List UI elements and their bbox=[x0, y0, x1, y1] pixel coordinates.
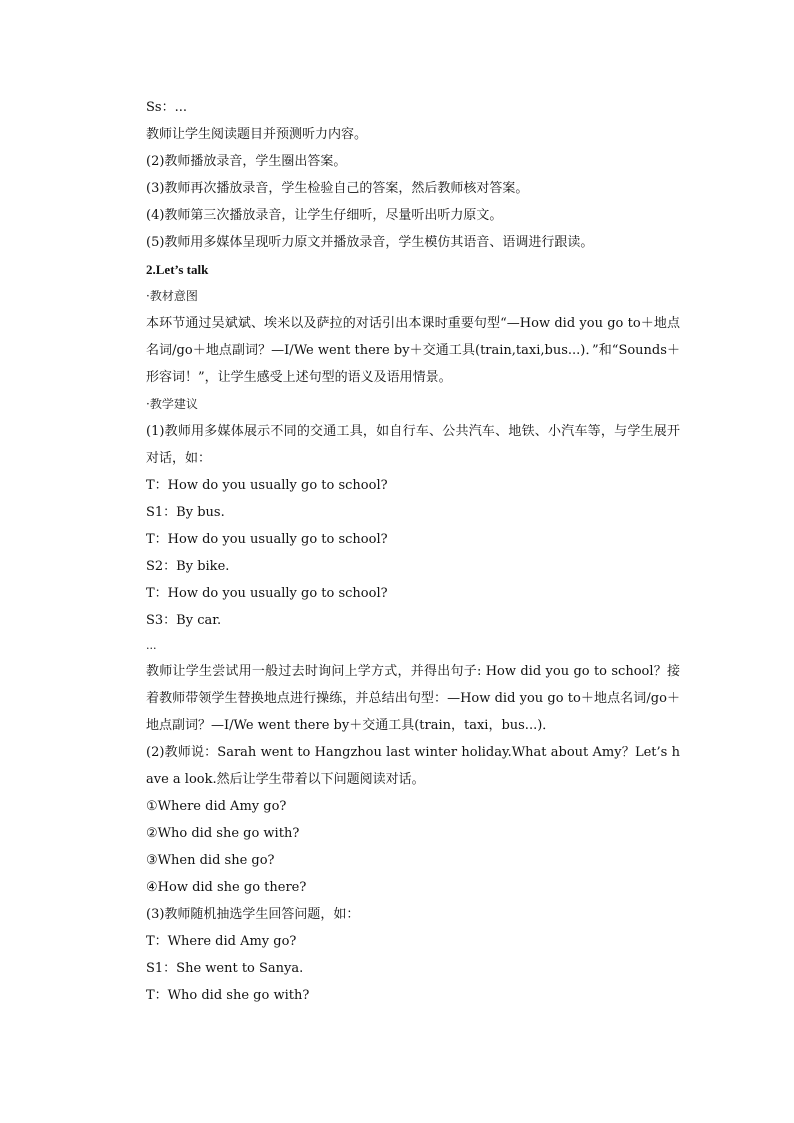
question-item: ③When did she go? bbox=[146, 853, 275, 868]
dialogue-line: S1：She went to Sanya. bbox=[146, 961, 304, 976]
dialogue-line: T：Who did she go with? bbox=[146, 988, 310, 1003]
dialogue-line: T：How do you usually go to school? bbox=[146, 586, 388, 601]
label-teaching-intent: ·教材意图 bbox=[146, 289, 198, 303]
paragraph-past-tense: 教师让学生尝试用一般过去时询问上学方式，并得出句子: How did you go to school？接着教师带领学生替换地点进行操练，并总结出句型：—How did you go to＋地点名词/go＋地点副词？—I/We went there by＋交通工具(train，taxi，bus...)． bbox=[146, 664, 680, 733]
paragraph-step2: (2)教师说：Sarah went to Hangzhou last winter holiday.What about Amy？Let’s have a look.然后让学生带着以下问题阅读对话。 bbox=[146, 745, 680, 787]
dialogue-line: S2：By bike. bbox=[146, 559, 230, 574]
dialogue-line: T：How do you usually go to school? bbox=[146, 532, 388, 547]
text-line: (3)教师再次播放录音，学生检验自己的答案，然后教师核对答案。 bbox=[146, 181, 529, 196]
text-line: 教师让学生阅读题目并预测听力内容。 bbox=[146, 127, 368, 142]
section-heading: 2.Let’s talk bbox=[146, 262, 209, 277]
dialogue-line: S3：By car. bbox=[146, 613, 222, 628]
label-teaching-suggestion: ·教学建议 bbox=[146, 397, 198, 411]
document-body bbox=[118, 94, 680, 1009]
text-line: (2)教师播放录音，学生圈出答案。 bbox=[146, 154, 347, 169]
dialogue-ellipsis: ... bbox=[146, 639, 157, 652]
dialogue-line: T：Where did Amy go? bbox=[146, 934, 297, 949]
question-item: ②Who did she go with? bbox=[146, 826, 300, 841]
text-line: (4)教师第三次播放录音，让学生仔细听，尽量听出听力原文。 bbox=[146, 208, 503, 223]
question-item: ①Where did Amy go? bbox=[146, 799, 287, 814]
text-line-step3: (3)教师随机抽选学生回答问题，如： bbox=[146, 907, 360, 922]
text-line: (5)教师用多媒体呈现听力原文并播放录音，学生模仿其语音、语调进行跟读。 bbox=[146, 235, 594, 250]
dialogue-line: T：How do you usually go to school? bbox=[146, 478, 388, 493]
paragraph-intent: 本环节通过吴斌斌、埃米以及萨拉的对话引出本课时重要句型“—How did you go to＋地点名词/go＋地点副词？—I/We went there by＋交通工具(train,taxi,bus...)．”和“Sounds＋形容词！”，让学生感受上述句型的语义及语用情景。 bbox=[146, 316, 680, 385]
dialogue-line: S1：By bus. bbox=[146, 505, 225, 520]
paragraph-step1: (1)教师用多媒体展示不同的交通工具，如自行车、公共汽车、地铁、小汽车等，与学生展开对话，如： bbox=[146, 424, 680, 466]
text-line: Ss：... bbox=[146, 100, 187, 115]
question-item: ④How did she go there? bbox=[146, 880, 307, 895]
